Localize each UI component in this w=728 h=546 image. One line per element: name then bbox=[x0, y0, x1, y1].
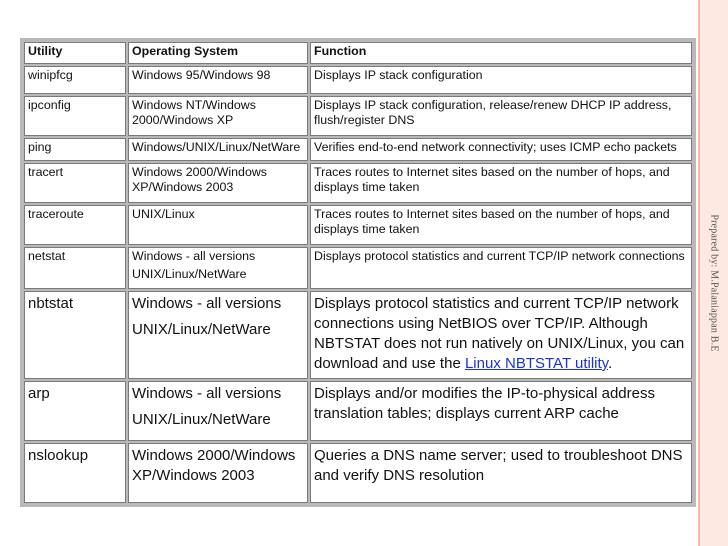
utility-table bbox=[22, 40, 694, 505]
cell-utility: ipconfig bbox=[24, 96, 126, 136]
cell-function: Displays and/or modifies the IP-to-physical address translation tables; displays current ARP cache bbox=[310, 381, 692, 441]
os-line: Windows - all versions bbox=[132, 295, 282, 312]
cell-utility: ping bbox=[24, 138, 126, 161]
cell-utility: arp bbox=[24, 381, 126, 441]
table-row bbox=[24, 291, 692, 379]
cell-utility: nbtstat bbox=[24, 291, 126, 379]
cell-os bbox=[128, 138, 308, 161]
os-line: Windows - all versions bbox=[132, 385, 282, 402]
cell-os bbox=[128, 247, 308, 289]
os-line: Windows 2000/Windows XP/Windows 2003 bbox=[132, 165, 267, 194]
cell-function: Traces routes to Internet sites based on the number of hops, and displays time taken bbox=[310, 205, 692, 245]
function-text: Displays protocol statistics and current TCP/IP network connections using NetBIOS over TCP/IP. Although NBTSTAT does not run natively on UNIX/Linux, you can download and use the bbox=[314, 295, 685, 372]
cell-utility: traceroute bbox=[24, 205, 126, 245]
linux-nbtstat-link[interactable]: Linux NBTSTAT utility bbox=[464, 355, 609, 372]
cell-function: Verifies end-to-end network connectivity; uses ICMP echo packets bbox=[310, 138, 692, 161]
cell-utility: netstat bbox=[24, 247, 126, 289]
cell-function: Displays protocol statistics and current TCP/IP network connections bbox=[310, 247, 692, 289]
table-row bbox=[24, 443, 692, 503]
cell-os bbox=[128, 381, 308, 441]
presenter-credit: Prepared by: M.Palaniappan B.E bbox=[708, 214, 720, 352]
table-row bbox=[24, 163, 692, 203]
cell-utility: nslookup bbox=[24, 443, 126, 503]
os-line: UNIX/Linux/NetWare bbox=[132, 267, 247, 281]
cell-utility: winipfcg bbox=[24, 66, 126, 94]
table-row bbox=[24, 381, 692, 441]
table-header-row bbox=[24, 42, 692, 64]
cell-function bbox=[310, 291, 692, 379]
utility-table-frame bbox=[20, 38, 696, 507]
os-line: Windows/UNIX/Linux/NetWare bbox=[132, 140, 301, 154]
cell-os bbox=[128, 163, 308, 203]
os-line: UNIX/Linux/NetWare bbox=[132, 321, 271, 338]
cell-os bbox=[128, 66, 308, 94]
function-suffix: . bbox=[608, 355, 613, 372]
cell-function: Displays IP stack configuration, release/renew DHCP IP address, flush/register DNS bbox=[310, 96, 692, 136]
cell-function: Traces routes to Internet sites based on the number of hops, and displays time taken bbox=[310, 163, 692, 203]
table-row bbox=[24, 96, 692, 136]
os-line: Windows NT/Windows 2000/Windows XP bbox=[132, 98, 256, 127]
os-line: UNIX/Linux/NetWare bbox=[132, 411, 271, 428]
cell-os bbox=[128, 96, 308, 136]
cell-function: Queries a DNS name server; used to troubleshoot DNS and verify DNS resolution bbox=[310, 443, 692, 503]
os-line: UNIX/Linux bbox=[132, 207, 195, 221]
os-line: Windows - all versions bbox=[132, 249, 256, 263]
header-utility: Utility bbox=[24, 42, 126, 64]
table-row bbox=[24, 66, 692, 94]
header-os: Operating System bbox=[128, 42, 308, 64]
table-row bbox=[24, 247, 692, 289]
cell-function: Displays IP stack configuration bbox=[310, 66, 692, 94]
cell-os bbox=[128, 443, 308, 503]
os-line: Windows 95/Windows 98 bbox=[132, 68, 271, 82]
cell-utility: tracert bbox=[24, 163, 126, 203]
cell-os bbox=[128, 205, 308, 245]
table-row bbox=[24, 138, 692, 161]
cell-os bbox=[128, 291, 308, 379]
header-function: Function bbox=[310, 42, 692, 64]
table-row bbox=[24, 205, 692, 245]
os-line: Windows 2000/Windows XP/Windows 2003 bbox=[132, 447, 296, 484]
